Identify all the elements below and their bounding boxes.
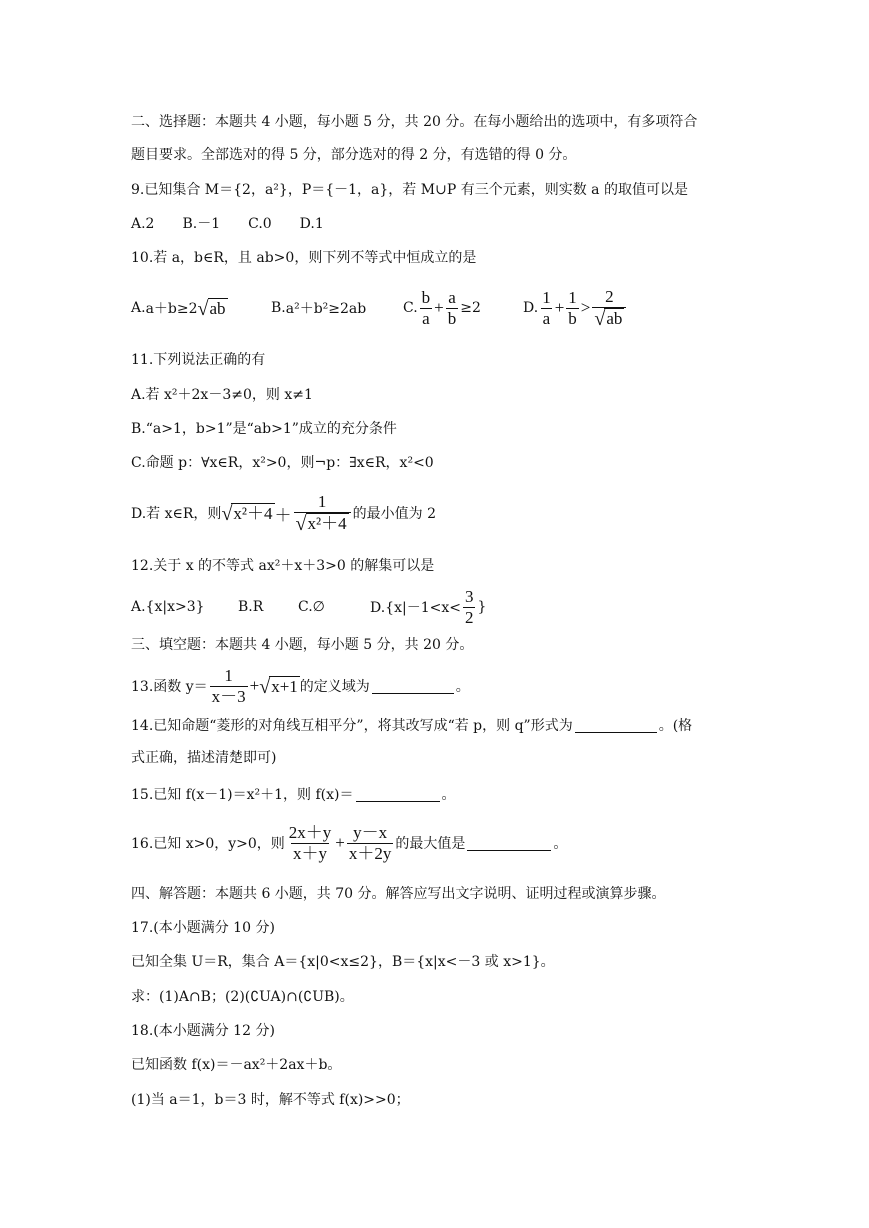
q10-d-frac3-den: √ ab [592, 307, 626, 330]
q18-line1: 已知函数 f(x)＝－ax²＋2ax＋b。 [131, 1057, 342, 1073]
q10-options [131, 286, 628, 330]
q12-d-frac-num: 3 [464, 586, 474, 606]
q17-line1: 已知全集 U＝R，集合 A＝{x|0<x≤2}，B＝{x|x<－3 或 x>1}。 [131, 954, 555, 970]
q12-d-frac-den: 2 [464, 607, 474, 627]
q10-b-text: a²＋b²≥2ab [285, 301, 367, 317]
q11-d-head: D.若 x∈R，则 [131, 506, 222, 522]
q14-answer-blank [575, 718, 657, 733]
q16-frac2-num: y－x [353, 822, 388, 842]
q13-answer-blank [372, 679, 454, 694]
q16-tail: 的最大值是 [395, 836, 466, 852]
q11-option-b: B.“a>1，b>1”是“ab>1”成立的充分条件 [131, 421, 397, 437]
q11-option-a: A.若 x²＋2x－3≠0，则 x≠1 [131, 387, 313, 403]
q13-frac-den: x－3 [211, 686, 246, 706]
q13-end: 。 [455, 679, 470, 695]
q10-d-radicand: ab [606, 309, 623, 329]
q10-a-radicand: ab [209, 298, 226, 318]
q10-stem: 10.若 a，b∈R，且 ab>0，则下列不等式中恒成立的是 [131, 250, 477, 266]
q18-title: 18.(本小题满分 12 分) [131, 1023, 275, 1039]
section-4-heading: 四、解答题：本题共 6 小题，共 70 分。解答应写出文字说明、证明过程或演算步骤。 [131, 886, 666, 902]
q11-d-radicand1: x²＋4 [233, 503, 273, 523]
section-3-heading: 三、填空题：本题共 4 小题，每小题 5 分，共 20 分。 [131, 637, 474, 653]
q10-d-frac1-num: 1 [542, 287, 551, 307]
q13-head: 13.函数 y＝ [131, 679, 208, 695]
q13: 13.函数 y＝ $\frac{1}{x-3}$ + √ x+1 的定义域为 。 [131, 665, 470, 706]
q10-b-label: B. [271, 300, 286, 316]
q15-answer-blank [356, 787, 440, 802]
q11-stem: 11.下列说法正确的有 [131, 352, 266, 368]
q10-d-frac1-den: a [542, 308, 551, 328]
q13-radicand: x+1 [271, 676, 298, 696]
q10-d-label: D. [523, 300, 539, 316]
q15 [131, 783, 456, 805]
q16-frac1-den: x＋y [293, 843, 328, 863]
q10-a-label: A. [131, 300, 146, 316]
q16-frac1-num: 2x＋y [288, 822, 332, 842]
q16-frac2 [347, 823, 394, 864]
q11-d-radicand2: x²＋4 [307, 514, 347, 534]
q10-c-tail: ≥2 [460, 300, 481, 316]
q14-line1-end: 。(格 [658, 718, 693, 734]
q16-answer-blank [467, 836, 551, 851]
q13-sqrt: √ x+1 [259, 675, 298, 698]
q11-option-c: C.命题 p：∀x∈R，x²>0，则¬p：∃x∈R，x²<0 [131, 455, 434, 471]
q13-tail: 的定义域为 [299, 679, 370, 695]
q16-frac2-den: x＋2y [348, 843, 392, 863]
q12-option-b: B.R [238, 599, 264, 615]
q12-stem: 12.关于 x 的不等式 ax²＋x＋3>0 的解集可以是 [131, 558, 435, 574]
q13-frac-num: 1 [224, 665, 233, 685]
q9-stem: 9.已知集合 M＝{2，a²}，P＝{－1，a}，若 M∪P 有三个元素，则实数 a 的取值可以是 [131, 182, 688, 198]
q11-d-sqrt1: √ x²＋4 [221, 502, 273, 525]
q10-c-frac1-den: a [422, 308, 430, 328]
q15-end: 。 [441, 787, 456, 803]
q18-line2: (1)当 a＝1，b＝3 时，解不等式 f(x)>>0； [131, 1092, 410, 1108]
q13-frac [210, 666, 248, 707]
q10-a-text: a＋b≥2 [145, 301, 198, 317]
q10-d-frac1 [540, 288, 553, 329]
q15-head: 15.已知 f(x－1)＝x²＋1，则 f(x)＝ [131, 787, 354, 803]
q11-d-frac [294, 492, 351, 535]
q10-option-c: C. $\frac{b}{a}$ + $\frac{a}{b}$ ≥2 [403, 287, 481, 328]
q10-d-frac3-num: 2 [605, 286, 614, 306]
q9-options: A.2 B.－1 C.0 D.1 [131, 216, 324, 232]
q10-option-b [271, 298, 403, 318]
q10-d-frac2 [566, 288, 579, 329]
q10-option-a [131, 298, 271, 319]
q17-line2: 求：(1)A∩B；(2)(∁UA)∩(∁UB)。 [131, 989, 354, 1005]
q16-head: 16.已知 x>0，y>0，则 [131, 836, 285, 852]
q12-d-tail: } [477, 599, 487, 615]
q10-d-frac2-den: b [568, 308, 577, 328]
q16-frac1 [287, 823, 334, 864]
q12-option-c: C.∅ [298, 599, 325, 615]
section-2-heading-line1: 二、选择题：本题共 4 小题，每小题 5 分，共 20 分。在每小题给出的选项中，有多项符合 [131, 114, 698, 130]
q10-c-label: C. [403, 300, 418, 316]
q16: 16.已知 x>0，y>0，则 $\frac{2x+y}{x+y}$ + $\frac{y-x}{x+2y}$ 的最大值是 。 [131, 822, 568, 863]
q17-title: 17.(本小题满分 10 分) [131, 920, 275, 936]
q10-c-frac1-num: b [421, 287, 431, 307]
q16-end: 。 [553, 836, 568, 852]
q12-option-d [370, 587, 486, 628]
q11-d-tail: 的最小值为 2 [352, 506, 436, 522]
q10-d-frac3 [592, 287, 626, 330]
q11-d-frac-num: 1 [317, 491, 327, 511]
q12-options [131, 585, 486, 629]
q11-option-d: D.若 x∈R，则 √ x²＋4 ＋ 1 √ x²＋4 的最小值为 2 [131, 491, 436, 536]
q10-c-frac2-den: b [447, 308, 457, 328]
q14-line2: 式正确，描述清楚即可) [131, 750, 277, 766]
q12-d-frac [463, 587, 476, 628]
section-2-heading-line2: 题目要求。全部选对的得 5 分，部分选对的得 2 分，有选错的得 0 分。 [131, 147, 577, 163]
q11-d-frac-den: √ x²＋4 [294, 512, 351, 535]
q10-a-sqrt: √ ab [197, 297, 226, 320]
q10-option-d: D. $\frac{1}{a}$ + $\frac{1}{b}$ > 2 √ ab [523, 287, 628, 330]
q10-c-frac1 [420, 288, 433, 329]
q10-d-frac2-num: 1 [568, 287, 577, 307]
q10-c-frac2-num: a [448, 287, 456, 307]
q12-d-head: D.{x|－1<x< [370, 600, 461, 616]
q14-text: 14.已知命题“菱形的对角线互相平分”，将其改写成“若 p，则 q”形式为 [131, 718, 573, 734]
q10-c-frac2 [446, 288, 459, 329]
q14-line1 [131, 714, 692, 736]
q12-option-a: A.{x|x>3} [131, 599, 205, 615]
